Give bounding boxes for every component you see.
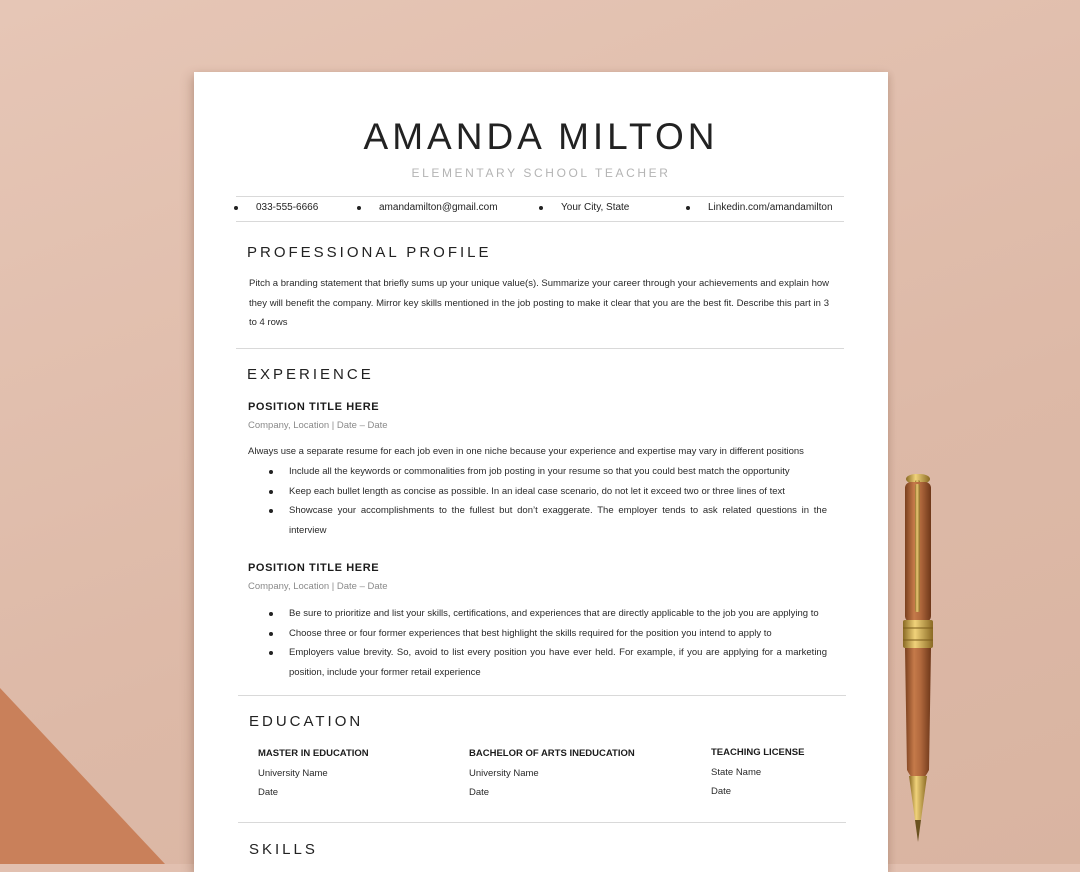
- bullet-dot-icon: [269, 490, 273, 494]
- pen-icon: [894, 470, 944, 860]
- job-1-bullet: Showcase your accomplishments to the fullest but don’t exaggerate. The employer tends to ask related questions in the interview: [289, 501, 827, 540]
- divider: [238, 822, 846, 823]
- bullet-dot-icon: [269, 470, 273, 474]
- job-1-intro: Always use a separate resume for each job even in one niche because your experience and expertise may vary in different positions: [248, 446, 804, 457]
- bullet-dot-icon: [269, 651, 273, 655]
- bullet-dot-icon: [269, 632, 273, 636]
- bullet-dot-icon: [357, 206, 361, 210]
- job-2-title: POSITION TITLE HERE: [248, 562, 380, 574]
- skills-heading: SKILLS: [249, 841, 318, 858]
- education-item: MASTER IN EDUCATION University Name Date: [258, 748, 369, 798]
- divider: [236, 196, 844, 197]
- experience-heading: EXPERIENCE: [247, 366, 374, 383]
- job-2-bullet: Choose three or four former experiences that best highlight the skills required for the position you intend to apply to: [289, 624, 827, 644]
- job-1-bullet: Keep each bullet length as concise as possible. In an ideal case scenario, do not let it exceed two or three lines of text: [289, 482, 827, 502]
- education-item: BACHELOR OF ARTS INEDUCATION University Name Date: [469, 748, 635, 798]
- education-item: TEACHING LICENSE State Name Date: [711, 747, 805, 797]
- job-2-bullet: Be sure to prioritize and list your skills, certifications, and experiences that are directly applicable to the job you are applying to: [289, 604, 827, 624]
- divider: [238, 695, 846, 696]
- bullet-dot-icon: [234, 206, 238, 210]
- divider: [236, 348, 844, 349]
- profile-text: Pitch a branding statement that briefly sums up your unique value(s). Summarize your career through your achievements and explain how they will benefit the company. Mirror key skills mentioned in the job posting to make it clear that you are the best fit. Describe this part in 3 to 4 rows: [249, 278, 829, 328]
- resume-name: AMANDA MILTON: [363, 116, 719, 157]
- resume-page: [194, 72, 888, 872]
- contact-phone: 033-555-6666: [256, 202, 318, 213]
- bullet-dot-icon: [686, 206, 690, 210]
- job-2-meta: Company, Location | Date – Date: [248, 581, 388, 592]
- job-1-title: POSITION TITLE HERE: [248, 401, 380, 413]
- contact-email: amandamilton@gmail.com: [379, 202, 498, 213]
- job-1-meta: Company, Location | Date – Date: [248, 420, 388, 431]
- job-1-bullet: Include all the keywords or commonalities from job posting in your resume so that you could best match the opportunity: [289, 462, 827, 482]
- bullet-dot-icon: [269, 612, 273, 616]
- profile-heading: PROFESSIONAL PROFILE: [247, 244, 492, 261]
- education-heading: EDUCATION: [249, 713, 364, 730]
- bullet-dot-icon: [539, 206, 543, 210]
- job-2-bullet: Employers value brevity. So, avoid to list every position you have ever held. For example, if you are applying for a marketing position, include your former retail experience: [289, 643, 827, 682]
- divider: [236, 221, 844, 222]
- contact-location: Your City, State: [561, 202, 629, 213]
- contact-linkedin: Linkedin.com/amandamilton: [708, 202, 833, 213]
- resume-role: ELEMENTARY SCHOOL TEACHER: [411, 166, 671, 180]
- bullet-dot-icon: [269, 509, 273, 513]
